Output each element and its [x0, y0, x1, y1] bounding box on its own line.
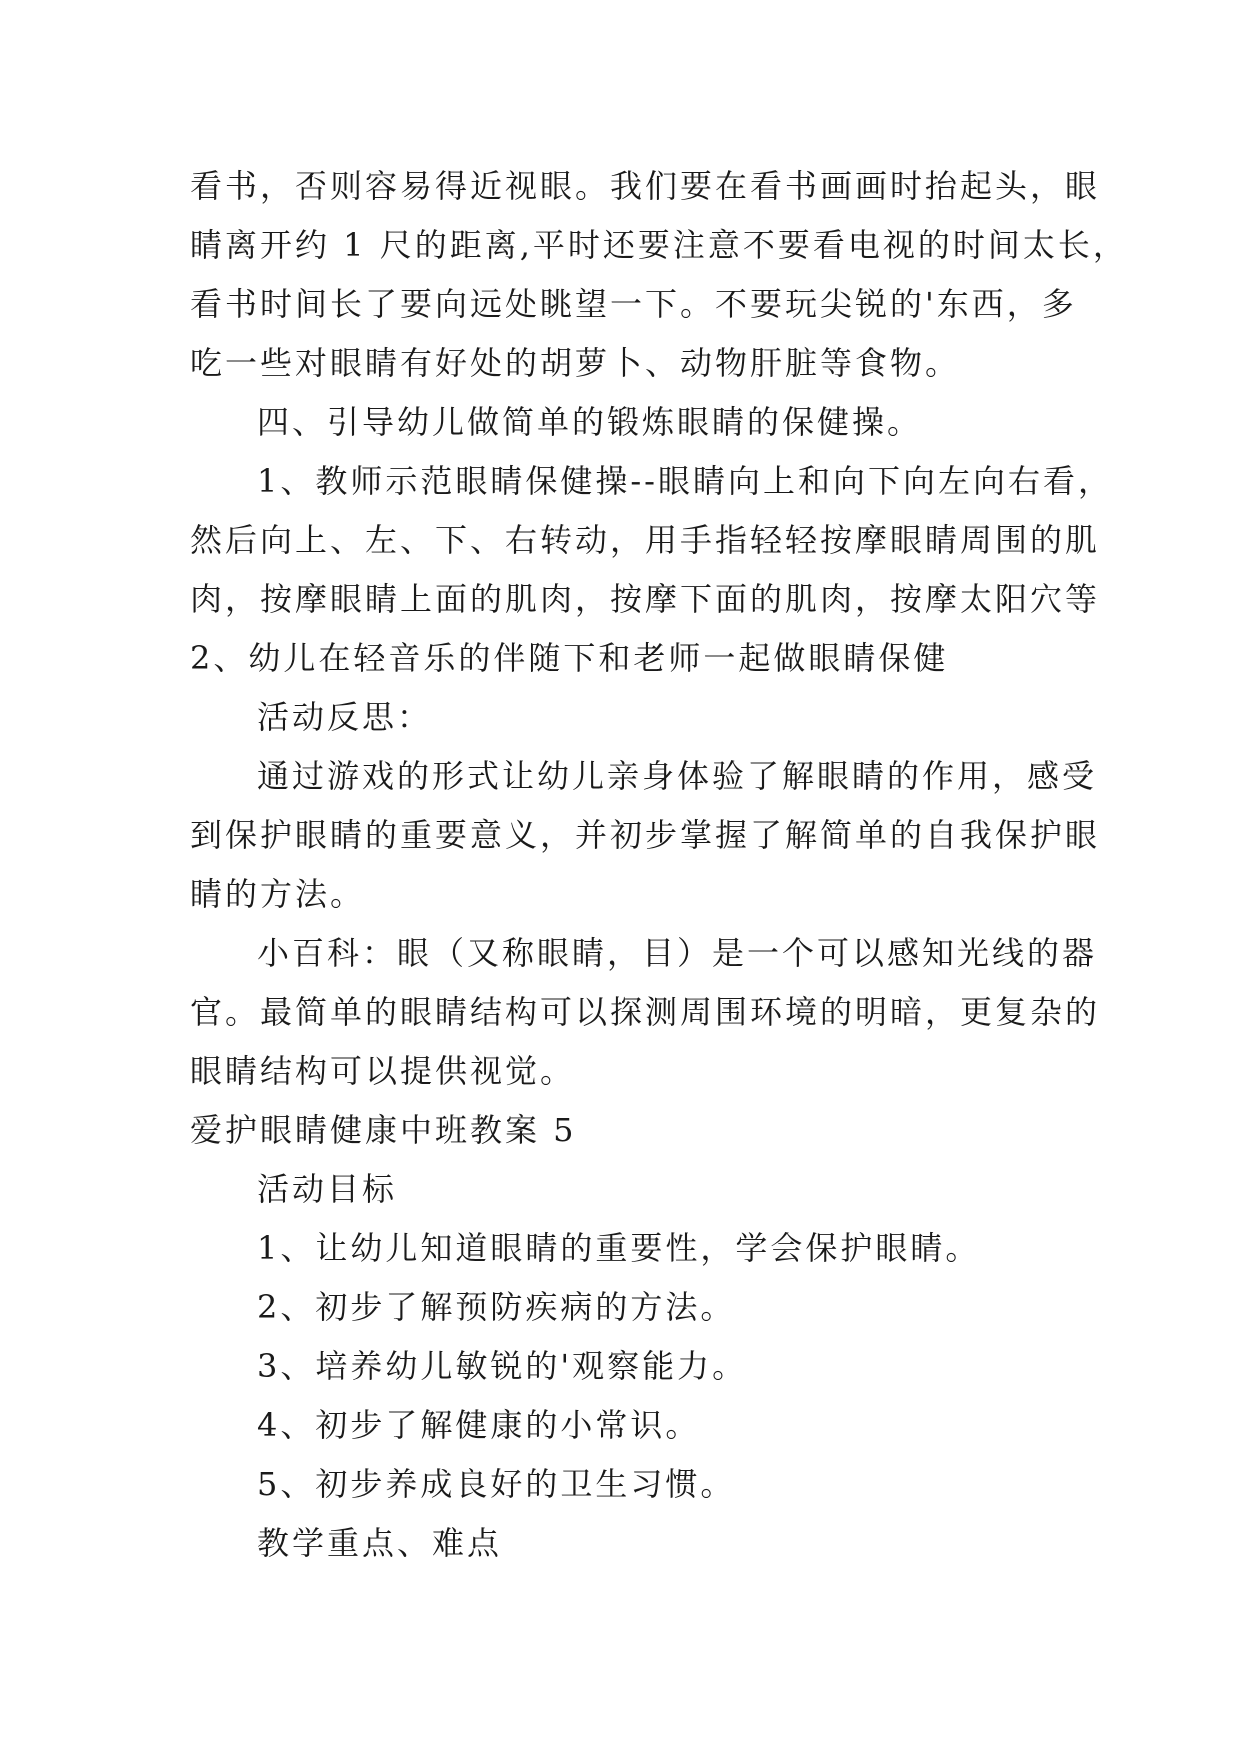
list-item: 4、初步了解健康的小常识。 — [257, 1406, 701, 1444]
text-line: 官。最简单的眼睛结构可以探测周围环境的明暗，更复杂的 — [190, 993, 1101, 1031]
text-line: 看书时间长了要向远处眺望一下。不要玩尖锐的'东西，多 — [190, 285, 1077, 323]
text-line: 吃一些对眼睛有好处的胡萝卜、动物肝脏等食物。 — [190, 344, 961, 382]
list-item: 1、让幼儿知道眼睛的重要性，学会保护眼睛。 — [257, 1229, 981, 1267]
text-line: 睛离开约 1 尺的距离,平时还要注意不要看电视的时间太长， — [190, 226, 1128, 264]
text-line: 到保护眼睛的重要意义，并初步掌握了解简单的自我保护眼 — [190, 816, 1101, 854]
text-line: 肉，按摩眼睛上面的肌肉，按摩下面的肌肉，按摩太阳穴等 — [190, 580, 1101, 618]
list-item: 5、初步养成良好的卫生习惯。 — [257, 1465, 736, 1503]
text-line: 1、教师示范眼睛保健操--眼睛向上和向下向左向右看， — [257, 462, 1113, 500]
text-line: 然后向上、左、下、右转动，用手指轻轻按摩眼睛周围的肌 — [190, 521, 1101, 559]
section-heading: 活动反思： — [257, 698, 433, 736]
text-line: 2、幼儿在轻音乐的伴随下和老师一起做眼睛保健 — [190, 639, 949, 677]
document-title: 爱护眼睛健康中班教案 5 — [190, 1111, 577, 1149]
section-heading: 教学重点、难点 — [257, 1524, 503, 1562]
text-line: 看书，否则容易得近视眼。我们要在看书画画时抬起头，眼 — [190, 167, 1101, 205]
text-line: 通过游戏的形式让幼儿亲身体验了解眼睛的作用，感受 — [257, 757, 1098, 795]
list-item: 2、初步了解预防疾病的方法。 — [257, 1288, 736, 1326]
text-line: 睛的方法。 — [190, 875, 366, 913]
section-heading: 四、引导幼儿做简单的锻炼眼睛的保健操。 — [257, 403, 923, 441]
list-item: 3、培养幼儿敏锐的'观察能力。 — [257, 1347, 748, 1385]
text-line: 小百科：眼（又称眼睛，目）是一个可以感知光线的器 — [257, 934, 1098, 972]
text-line: 眼睛结构可以提供视觉。 — [190, 1052, 576, 1090]
section-heading: 活动目标 — [257, 1170, 398, 1208]
